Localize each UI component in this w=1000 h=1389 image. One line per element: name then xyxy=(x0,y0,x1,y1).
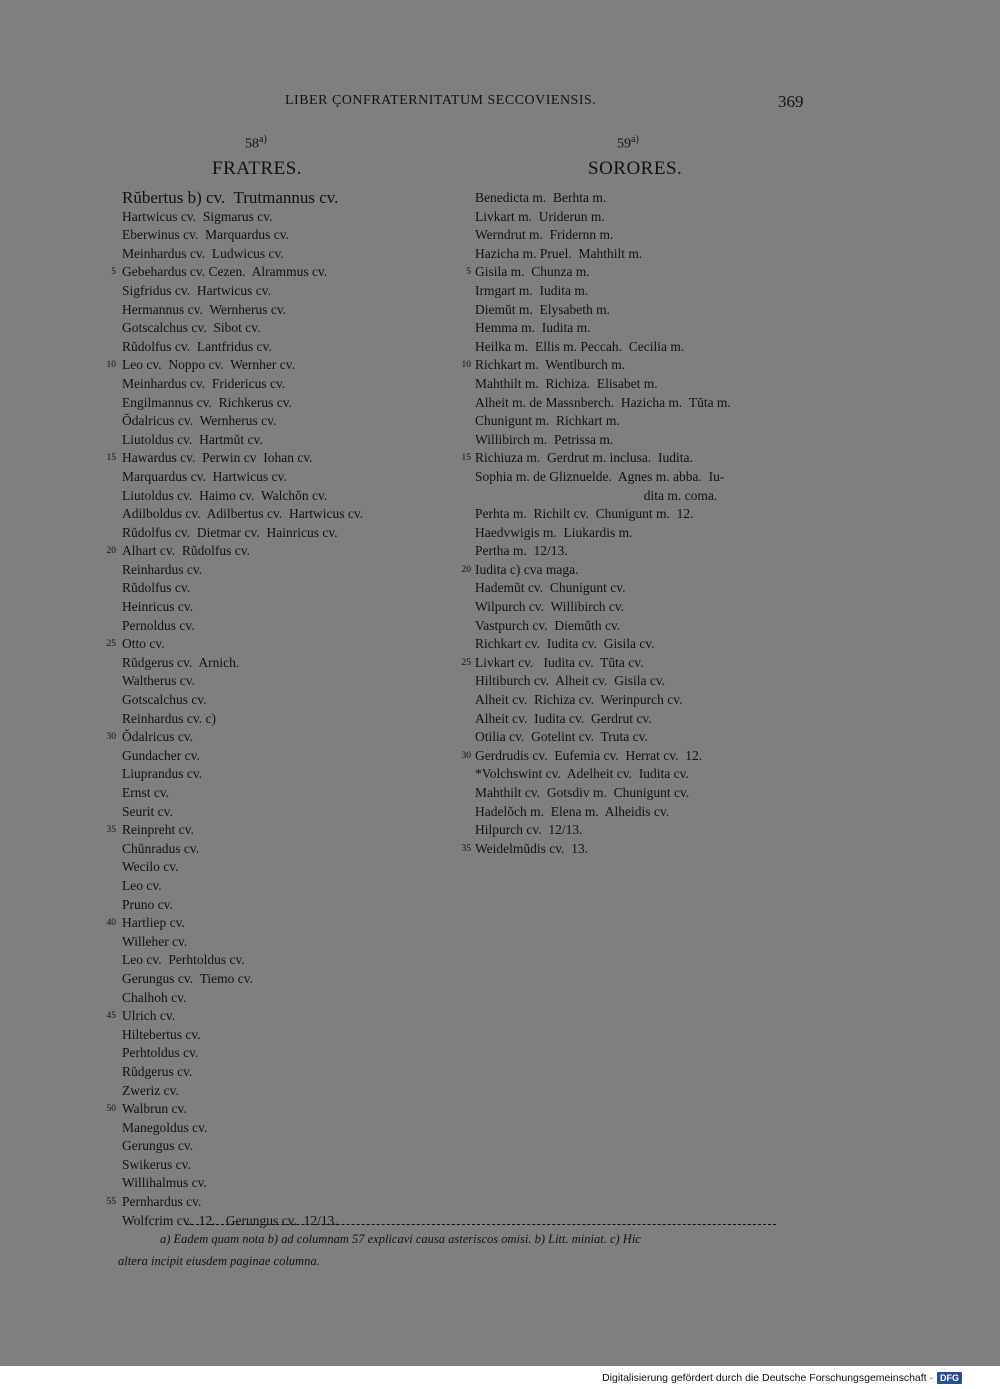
line-number: 30 xyxy=(461,750,471,761)
sorores-entry xyxy=(466,263,731,282)
fratres-entry xyxy=(106,356,363,375)
entry-text: Reinpreht cv. xyxy=(122,822,194,838)
fratres-entry xyxy=(122,1026,363,1045)
sorores-list xyxy=(461,189,731,858)
sorores-entry xyxy=(475,821,731,840)
fratres-entry xyxy=(122,524,363,543)
sorores-entry xyxy=(475,710,731,729)
fratres-entry xyxy=(122,375,363,394)
entry-text: Heinricus cv. xyxy=(122,599,194,615)
column-heading-sorores: SORORES. xyxy=(588,158,683,179)
column-heading-fratres: FRATRES. xyxy=(212,158,303,179)
fratres-entry xyxy=(122,951,363,970)
entry-text: Perhtoldus cv. xyxy=(122,1045,199,1061)
line-number: 45 xyxy=(106,1011,116,1022)
sorores-entry xyxy=(475,505,731,524)
sorores-entry xyxy=(475,394,731,413)
fratres-entry xyxy=(122,1137,363,1156)
fratres-entry xyxy=(122,803,363,822)
entry-text: Rŭdolfus cv. Lantfridus cv. xyxy=(122,338,272,354)
sorores-entry xyxy=(461,747,731,766)
sorores-entry xyxy=(475,524,731,543)
entry-text: Vastpurch cv. Diemŭth cv. xyxy=(475,617,621,633)
entry-text: Pernoldus cv. xyxy=(122,617,195,633)
entry-text: Gerungus cv. xyxy=(122,1138,194,1154)
entry-text: Sophia m. de Gliznuelde. Agnes m. abba. Iu- xyxy=(475,468,725,484)
footnote-rule xyxy=(186,1224,776,1225)
entry-text: Weidelmŭdis cv. 13. xyxy=(475,840,589,856)
entry-text: Willihalmus cv. xyxy=(122,1175,207,1191)
entry-text: Wecilo cv. xyxy=(122,859,179,875)
entry-text: *Volchswint cv. Adelheit cv. Iudita cv. xyxy=(475,766,689,782)
fratres-entry xyxy=(122,226,363,245)
entry-text: Adilboldus cv. Adilbertus cv. Hartwicus cv. xyxy=(122,506,364,522)
fratres-entry xyxy=(122,468,363,487)
sorores-entry xyxy=(475,765,731,784)
fratres-entry xyxy=(106,635,363,654)
fratres-list xyxy=(106,188,364,1230)
sorores-entry xyxy=(475,542,731,561)
fratres-entry xyxy=(122,282,363,301)
entry-text: Chŭnradus cv. xyxy=(122,840,200,856)
fratres-entry xyxy=(122,654,363,673)
entry-text: Gisila m. Chunza m. xyxy=(475,264,590,280)
entry-text: Pruno cv. xyxy=(122,896,173,912)
sorores-entry xyxy=(475,784,731,803)
fratres-entry xyxy=(106,821,363,840)
line-number: 15 xyxy=(106,453,116,464)
entry-text: Hadelŏch m. Elena m. Alheidis cv. xyxy=(475,803,670,819)
line-number: 35 xyxy=(461,843,471,854)
entry-text: Hemma m. Iudita m. xyxy=(475,320,591,336)
fratres-entry xyxy=(122,1156,363,1175)
entry-text: Haedvwigis m. Liukardis m. xyxy=(475,524,633,540)
line-number: 35 xyxy=(106,825,116,836)
fratres-entry xyxy=(106,728,363,747)
footnote-line-1: a) Eadem quam nota b) ad columnam 57 explicavi causa asteriscos omisi. b) Litt. miniat. c) Hic xyxy=(160,1232,641,1246)
sorores-entry xyxy=(461,840,731,859)
entry-text: Gebehardus cv. Cezen. Alrammus cv. xyxy=(122,264,328,280)
fratres-entry xyxy=(122,1119,363,1138)
entry-text: Engilmannus cv. Richkerus cv. xyxy=(122,394,292,410)
fratres-entry xyxy=(122,1174,363,1193)
sorores-entry xyxy=(475,208,731,227)
fratres-entry xyxy=(122,245,363,264)
sorores-entry xyxy=(475,412,731,431)
fratres-entry xyxy=(122,208,363,227)
fratres-entry xyxy=(122,989,363,1008)
entry-text: Irmgart m. Iudita m. xyxy=(475,282,589,298)
sorores-entry xyxy=(475,617,731,636)
fratres-entry xyxy=(106,1007,363,1026)
fratres-entry xyxy=(122,765,363,784)
fratres-entry xyxy=(122,1063,363,1082)
line-number: 20 xyxy=(106,546,116,557)
fratres-entry xyxy=(122,691,363,710)
sorores-entry xyxy=(475,189,731,208)
fratres-entry xyxy=(122,505,363,524)
fratres-entry xyxy=(122,858,363,877)
entry-text: Hazicha m. Pruel. Mahthilt m. xyxy=(475,245,643,261)
footer-credit xyxy=(602,1369,962,1387)
entry-text: Werndrut m. Fridernn m. xyxy=(475,227,614,243)
sorores-entry xyxy=(475,635,731,654)
entry-text: Wolfcrim cv. 12. Gerungus cv. 12/13. xyxy=(122,1212,338,1228)
fratres-entry xyxy=(106,1100,363,1119)
sorores-entry xyxy=(475,338,731,357)
entry-text: Alheit cv. Richiza cv. Werinpurch cv. xyxy=(475,692,683,708)
entry-text: Manegoldus cv. xyxy=(122,1119,208,1135)
entry-text: Hartwicus cv. Sigmarus cv. xyxy=(122,208,273,224)
entry-text: Hiltiburch cv. Alheit cv. Gisila cv. xyxy=(475,673,666,689)
entry-text: Hermannus cv. Wernherus cv. xyxy=(122,301,287,317)
entry-text: Liuprandus cv. xyxy=(122,766,203,782)
fratres-entry xyxy=(122,338,363,357)
entry-text: Wilpurch cv. Willibirch cv. xyxy=(475,599,625,615)
entry-text: Rŭdgerus cv. Arnich. xyxy=(122,654,240,670)
entry-text: Swikerus cv. xyxy=(122,1156,191,1172)
fratres-entry xyxy=(122,561,363,580)
fratres-entry xyxy=(106,542,363,561)
entry-text: Chunigunt m. Richkart m. xyxy=(475,413,620,429)
entry-text: Richkart m. Wentlburch m. xyxy=(475,357,626,373)
column-number-right: 59$^{a)}$ xyxy=(617,134,639,152)
entry-text: Gundacher cv. xyxy=(122,747,200,763)
entry-text: Hawardus cv. Perwin cv Iohan cv. xyxy=(122,450,313,466)
sorores-entry xyxy=(475,672,731,691)
fratres-entry xyxy=(122,487,363,506)
entry-text: Otilia cv. Gotelint cv. Truta cv. xyxy=(475,729,648,745)
fratres-entry xyxy=(122,431,363,450)
entry-text: Reinhardus cv. xyxy=(122,561,203,577)
sorores-entry xyxy=(461,561,731,580)
fratres-entry xyxy=(122,617,363,636)
entry-text: Marquardus cv. Hartwicus cv. xyxy=(122,468,287,484)
line-number: 50 xyxy=(106,1104,116,1115)
entry-text: Hiltebertus cv. xyxy=(122,1026,201,1042)
entry-text: Iudita c) cva maga. xyxy=(475,561,579,577)
line-number: 10 xyxy=(106,360,116,371)
entry-text: Alhart cv. Rŭdolfus cv. xyxy=(122,543,250,559)
entry-text: Otto cv. xyxy=(122,636,165,652)
sorores-entry xyxy=(461,356,731,375)
entry-text: Diemŭt m. Elysabeth m. xyxy=(475,301,610,317)
page-number: 369 xyxy=(778,92,804,111)
entry-text: dita m. coma. xyxy=(475,487,718,503)
entry-text: Willibirch m. Petrissa m. xyxy=(475,431,614,447)
line-number: 40 xyxy=(106,918,116,929)
entry-text: Hademŭt cv. Chunigunt cv. xyxy=(475,580,626,596)
entry-text: Gerdrudis cv. Eufemia cv. Herrat cv. 12. xyxy=(475,747,703,763)
line-number: 25 xyxy=(461,657,471,668)
sorores-entry xyxy=(475,487,731,506)
sorores-entry xyxy=(475,245,731,264)
fratres-entry xyxy=(106,1193,363,1212)
sorores-entry xyxy=(475,598,731,617)
sorores-entry xyxy=(475,728,731,747)
fratres-entry xyxy=(122,1044,363,1063)
entry-text: Leo cv. Noppo cv. Wernher cv. xyxy=(122,357,295,373)
line-number: 5 xyxy=(111,267,116,278)
entry-text: Ŏdalricus cv. xyxy=(122,729,194,745)
fratres-entry xyxy=(122,319,363,338)
fratres-entry xyxy=(122,189,363,208)
sorores-entry xyxy=(475,691,731,710)
entry-text: Rŭdolfus cv. Dietmar cv. Hainricus cv. xyxy=(122,524,338,540)
entry-text: Rŭdgerus cv. xyxy=(122,1063,193,1079)
sorores-entry xyxy=(475,468,731,487)
fratres-entry xyxy=(122,301,363,320)
entry-text: Livkart m. Uriderun m. xyxy=(475,208,605,224)
entry-text: Chalhoh cv. xyxy=(122,989,187,1005)
sorores-entry xyxy=(475,319,731,338)
entry-text: Leo cv. xyxy=(122,877,162,893)
fratres-entry xyxy=(122,412,363,431)
footnotes xyxy=(118,1228,828,1272)
footer-credit-text: Digitalisierung gefördert durch die Deutsche Forschungsgemeinschaft · xyxy=(602,1372,933,1384)
entry-text: Seurit cv. xyxy=(122,803,173,819)
entry-text: Hartliep cv. xyxy=(122,915,185,931)
entry-text: Rŭbertus b) cv. Trutmannus cv. xyxy=(122,188,339,207)
entry-text: Gerungus cv. Tiemo cv. xyxy=(122,970,253,986)
entry-text: Alheit cv. Iudita cv. Gerdrut cv. xyxy=(475,710,652,726)
line-number: 25 xyxy=(106,639,116,650)
line-number: 10 xyxy=(461,360,471,371)
sorores-entry xyxy=(475,226,731,245)
fratres-entry xyxy=(122,840,363,859)
entry-text: Walbrun cv. xyxy=(122,1101,187,1117)
entry-text: Ŏdalricus cv. Wernherus cv. xyxy=(122,413,277,429)
line-number: 5 xyxy=(466,267,471,278)
fratres-entry xyxy=(122,970,363,989)
fratres-entry xyxy=(122,394,363,413)
entry-text: Leo cv. Perhtoldus cv. xyxy=(122,952,245,968)
entry-text: Reinhardus cv. c) xyxy=(122,710,216,726)
entry-text: Perhta m. Richilt cv. Chunigunt m. 12. xyxy=(475,506,694,522)
entry-text: Liutoldus cv. Hartmŭt cv. xyxy=(122,431,263,447)
sorores-entry xyxy=(475,431,731,450)
fratres-entry xyxy=(106,449,363,468)
fratres-entry xyxy=(122,747,363,766)
entry-text: Ulrich cv. xyxy=(122,1008,176,1024)
line-number: 15 xyxy=(461,453,471,464)
entry-text: Ernst cv. xyxy=(122,785,170,800)
entry-text: Zweriz cv. xyxy=(122,1082,179,1098)
running-head: LIBER ÇONFRATERNITATUM SECCOVIENSIS. xyxy=(285,93,597,108)
fratres-entry xyxy=(122,710,363,729)
sorores-entry xyxy=(475,301,731,320)
entry-text: Alheit m. de Massnberch. Hazicha m. Tŭta m. xyxy=(475,394,731,410)
entry-text: Gotscalchus cv. Sibot cv. xyxy=(122,320,261,336)
sorores-entry xyxy=(461,654,731,673)
fratres-entry xyxy=(122,896,363,915)
fratres-entry xyxy=(122,579,363,598)
entry-text: Liutoldus cv. Haimo cv. Walchŏn cv. xyxy=(122,487,328,503)
fratres-entry xyxy=(122,672,363,691)
entry-text: Waltherus cv. xyxy=(122,673,196,689)
footnote-line-2: altera incipit eiusdem paginae columna. xyxy=(118,1254,320,1268)
fratres-entry xyxy=(122,933,363,952)
line-number: 20 xyxy=(461,564,471,575)
fratres-entry xyxy=(111,263,363,282)
entry-text: Meinhardus cv. Fridericus cv. xyxy=(122,375,286,391)
dfg-logo: DFG xyxy=(937,1372,962,1384)
sorores-entry xyxy=(475,803,731,822)
entry-text: Richkart cv. Iudita cv. Gisila cv. xyxy=(475,636,655,652)
sorores-entry xyxy=(475,282,731,301)
line-number: 55 xyxy=(106,1197,116,1208)
entry-text: Pertha m. 12/13. xyxy=(475,543,568,559)
entry-text: Meinhardus cv. Ludwicus cv. xyxy=(122,245,284,261)
column-number-left: 58$^{a)}$ xyxy=(245,134,267,152)
entry-text: Mahthilt m. Richiza. Elisabet m. xyxy=(475,375,658,391)
entry-text: Willeher cv. xyxy=(122,933,188,949)
entry-text: Livkart cv. Iudita cv. Tŭta cv. xyxy=(475,654,644,670)
sorores-entry xyxy=(475,579,731,598)
entry-text: Pernhardus cv. xyxy=(122,1194,202,1210)
sorores-entry xyxy=(475,375,731,394)
entry-text: Mahthilt cv. Gotsdiv m. Chunigunt cv. xyxy=(475,785,690,800)
entry-text: Gotscalchus cv. xyxy=(122,692,207,708)
entry-text: Rŭdolfus cv. xyxy=(122,580,191,596)
entry-text: Hilpurch cv. 12/13. xyxy=(475,822,583,838)
fratres-entry xyxy=(122,598,363,617)
sorores-entry xyxy=(461,449,731,468)
fratres-entry xyxy=(122,1082,363,1101)
fratres-entry xyxy=(106,914,363,933)
fratres-entry xyxy=(122,877,363,896)
entry-text: Richiuza m. Gerdrut m. inclusa. Iudita. xyxy=(475,450,693,466)
entry-text: Heilka m. Ellis m. Peccah. Cecilia m. xyxy=(475,338,685,354)
line-number: 30 xyxy=(106,732,116,743)
entry-text: Sigfridus cv. Hartwicus cv. xyxy=(122,282,271,298)
fratres-entry xyxy=(122,784,363,803)
entry-text: Benedicta m. Berhta m. xyxy=(475,190,607,205)
entry-text: Eberwinus cv. Marquardus cv. xyxy=(122,227,289,243)
